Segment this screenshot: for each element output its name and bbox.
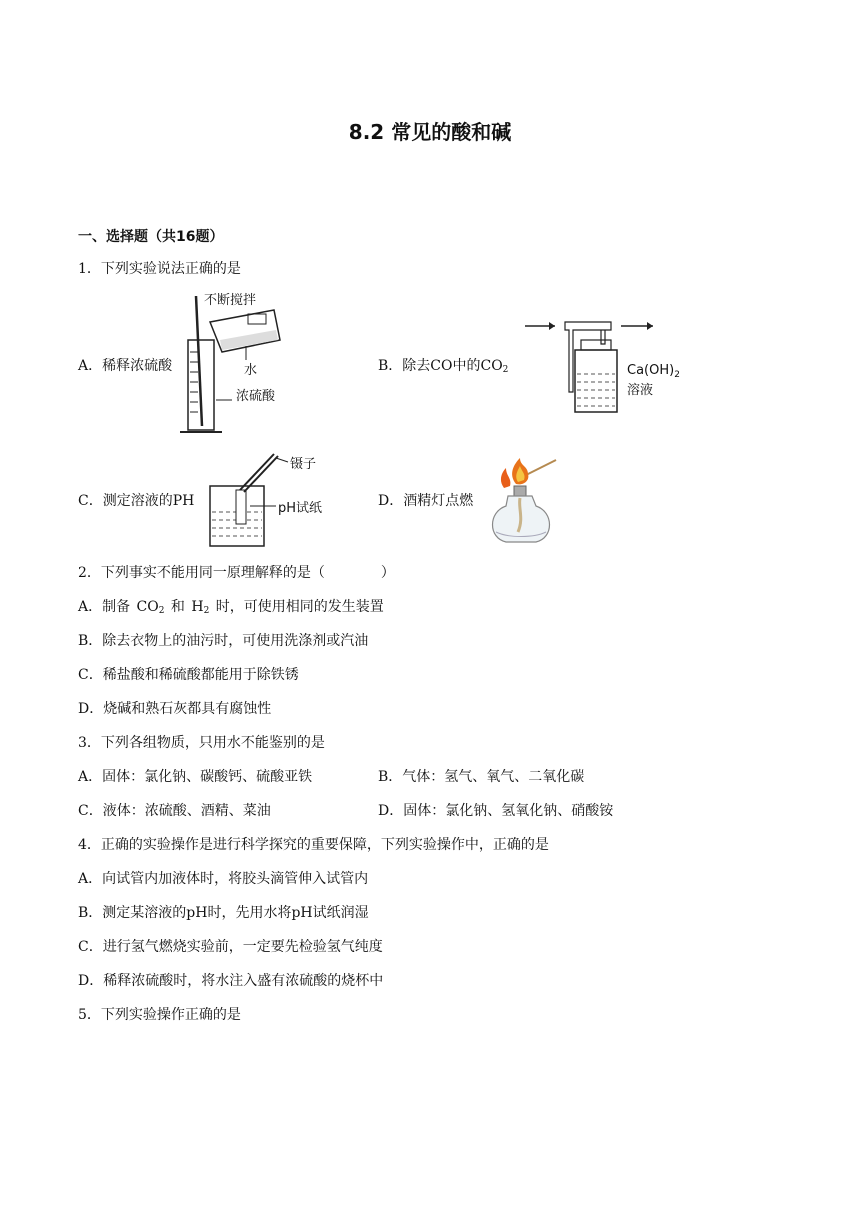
- q1-option-a[interactable]: A．稀释浓硫酸: [78, 358, 173, 374]
- fig-a-label-stir: 不断搅拌: [204, 293, 257, 308]
- q4-option-b[interactable]: B．测定某溶液的pH时，先用水将pH试纸润湿: [78, 905, 369, 921]
- q2-option-b[interactable]: B．除去衣物上的油污时，可使用洗涤剂或汽油: [78, 633, 369, 649]
- fig-c-label-paper: pH试纸: [278, 501, 323, 516]
- q4-option-a[interactable]: A．向试管内加液体时，将胶头滴管伸入试管内: [78, 871, 369, 887]
- q2-a-post: 时，可使用相同的发生装置: [209, 599, 384, 615]
- q3-option-b[interactable]: B．气体：氢气、氧气、二氧化碳: [378, 769, 585, 785]
- q1-option-d[interactable]: D．酒精灯点燃: [378, 493, 474, 509]
- q3-option-a[interactable]: A．固体：氯化钠、碳酸钙、硫酸亚铁: [78, 769, 313, 785]
- q3-stem: 3．下列各组物质，只用水不能鉴别的是: [78, 735, 325, 751]
- fig-c-label-tweezers: 镊子: [290, 457, 317, 472]
- q2-option-c[interactable]: C．稀盐酸和稀硫酸都能用于除铁锈: [78, 667, 299, 683]
- q2-a-pre: A．制备 CO: [78, 599, 159, 615]
- fig-b-label-solution: 溶液: [627, 383, 654, 398]
- q1-stem: 1．下列实验说法正确的是: [78, 261, 241, 277]
- q2-stem: 2．下列事实不能用同一原理解释的是（ ）: [78, 565, 395, 581]
- fig-b-label-caoh: Ca(OH): [627, 363, 675, 378]
- q2-a-sub2: 2: [203, 606, 210, 616]
- fig-a-label-water: 水: [244, 363, 258, 378]
- fig-a-label-acid: 浓硫酸: [236, 389, 276, 404]
- fig-ph-test: [206, 450, 336, 550]
- q1-b-text: B．除去CO中的CO: [378, 358, 503, 374]
- q2-option-d[interactable]: D．烧碱和熟石灰都具有腐蚀性: [78, 701, 272, 717]
- q4-option-d[interactable]: D．稀释浓硫酸时，将水注入盛有浓硫酸的烧杯中: [78, 973, 384, 989]
- q3-option-c[interactable]: C．液体：浓硫酸、酒精、菜油: [78, 803, 271, 819]
- fig-gas-wash-bottle: [525, 312, 695, 422]
- q2-a-mid: 和 H: [164, 599, 204, 615]
- q3-option-d[interactable]: D．固体：氯化钠、氢氧化钠、硝酸铵: [378, 803, 614, 819]
- q1-option-c[interactable]: C．测定溶液的PH: [78, 493, 195, 509]
- svg-text:Ca(OH)2: [627, 363, 680, 380]
- q1-b-sub: 2: [502, 365, 509, 375]
- page-title: 8.2 常见的酸和碱: [348, 120, 512, 144]
- q2-option-a[interactable]: [78, 596, 384, 616]
- fig-alcohol-lamp: [484, 452, 564, 548]
- q1-option-b[interactable]: [378, 355, 508, 375]
- q4-stem: 4．正确的实验操作是进行科学探究的重要保障，下列实验操作中，正确的是: [78, 837, 549, 853]
- q2-a-sub1: 2: [158, 606, 165, 616]
- q5-stem: 5．下列实验操作正确的是: [78, 1007, 241, 1023]
- section-heading: 一、选择题（共16题）: [78, 229, 224, 245]
- q4-option-c[interactable]: C．进行氢气燃烧实验前，一定要先检验氢气纯度: [78, 939, 383, 955]
- fig-b-label-sub: 2: [674, 370, 680, 380]
- fig-dilute-acid: [176, 288, 296, 438]
